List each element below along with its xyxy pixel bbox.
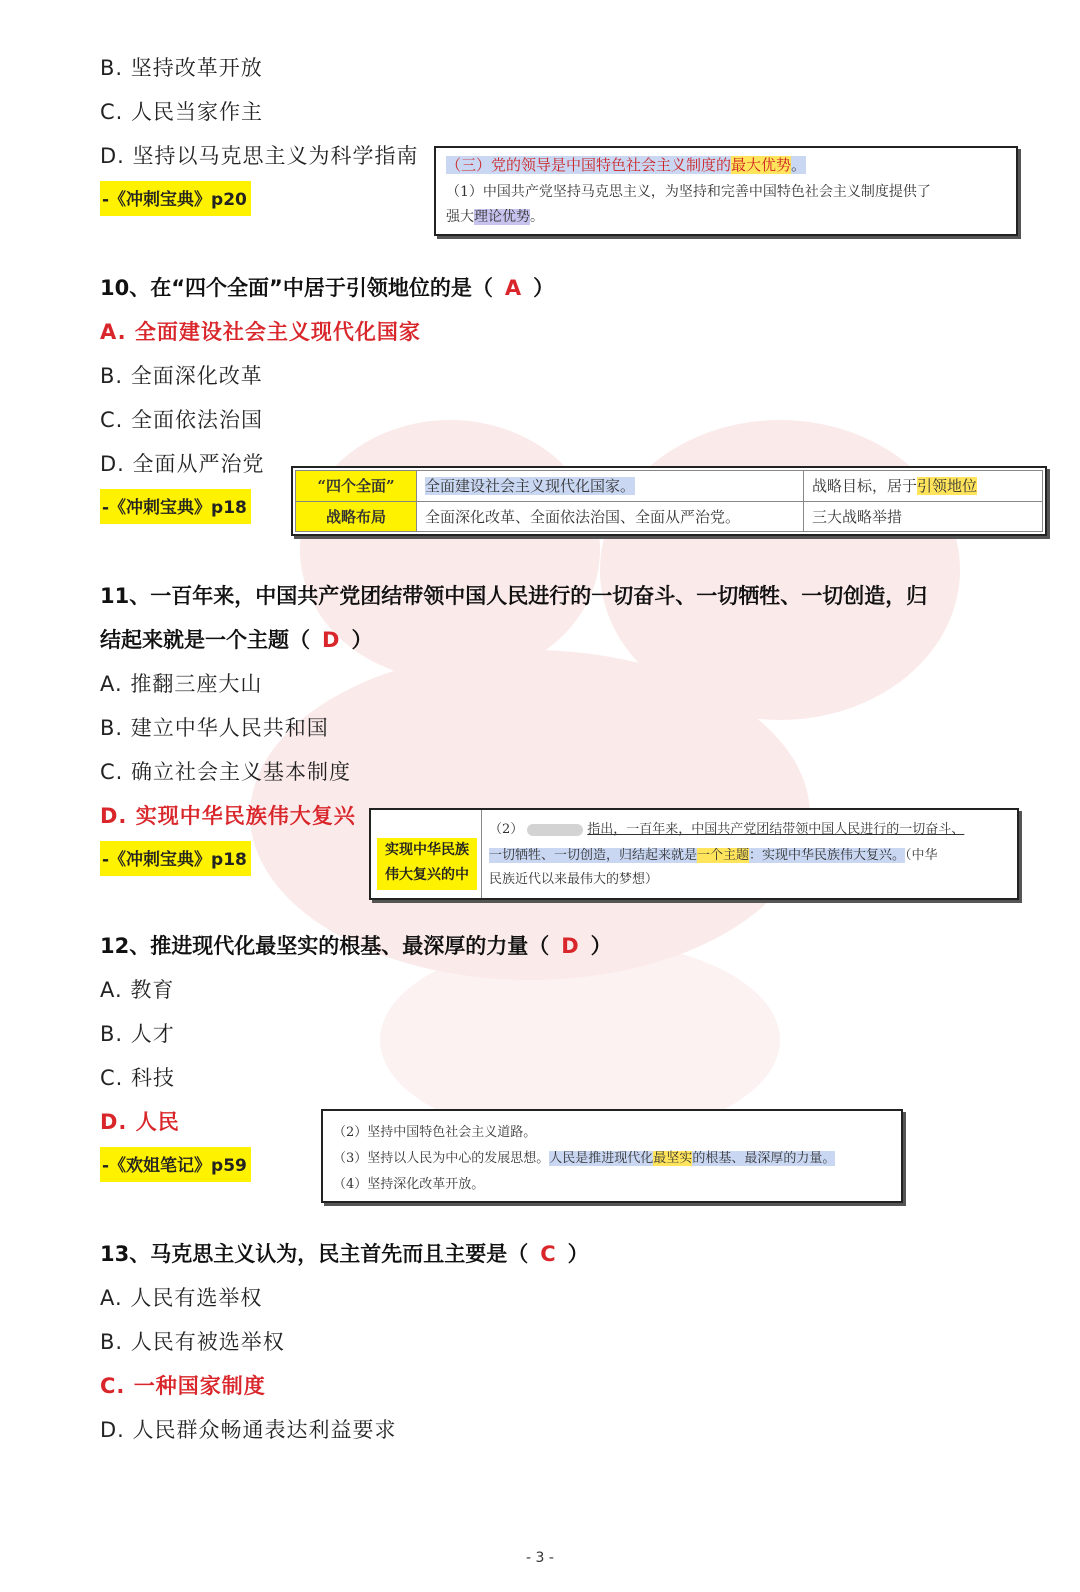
table-cell: 战略目标，居于引领地位 [804, 471, 1043, 502]
page-number: - 3 - [526, 1550, 554, 1566]
q9-excerpt-line1: （1）中国共产党坚持马克思主义，为坚持和完善中国特色社会主义制度提供了 [446, 184, 931, 200]
q11-option-d: D. 实现中华民族伟大复兴 [100, 804, 356, 828]
q9-option-b: B. 坚持改革开放 [100, 56, 263, 80]
q13-option-c: C. 一种国家制度 [100, 1374, 266, 1398]
blurred-text [527, 824, 583, 836]
q12-option-b: B. 人才 [100, 1022, 175, 1046]
q12-option-c: C. 科技 [100, 1066, 176, 1090]
q12-excerpt-box [321, 1109, 903, 1203]
q12-excerpt-line3: （4）坚持深化改革开放。 [333, 1177, 485, 1192]
table-header-cell: “四个全面” [296, 471, 417, 502]
q12-stem: 12、推进现代化最坚实的根基、最深厚的力量（ D ） [100, 934, 612, 958]
q10-option-a: A. 全面建设社会主义现代化国家 [100, 320, 421, 344]
q12-option-d: D. 人民 [100, 1110, 180, 1134]
q11-excerpt-box [369, 808, 1019, 900]
q13-option-a: A. 人民有选举权 [100, 1286, 263, 1310]
q12-reference: -《欢姐笔记》p59 [100, 1147, 251, 1182]
q12-option-a: A. 教育 [100, 978, 175, 1002]
q9-reference: -《冲刺宝典》p20 [100, 181, 251, 216]
q9-excerpt-line2: 强大理论优势。 [446, 209, 544, 225]
q11-stem-line2: 结起来就是一个主题（ D ） [100, 628, 373, 652]
q10-option-b: B. 全面深化改革 [100, 364, 263, 388]
q11-stem-line1: 11、一百年来，中国共产党团结带领中国人民进行的一切奋斗、一切牺牲、一切创造，归 [100, 584, 928, 608]
q11-excerpt-line3: 民族近代以来最伟大的梦想） [489, 872, 659, 887]
q10-reference: -《冲刺宝典》p18 [100, 489, 251, 524]
q9-option-d: D. 坚持以马克思主义为科学指南 [100, 144, 419, 168]
table-cell: 全面深化改革、全面依法治国、全面从严治党。 [417, 501, 804, 532]
q10-option-d: D. 全面从严治党 [100, 452, 265, 476]
q10-table-box [291, 466, 1047, 536]
q13-stem: 13、马克思主义认为，民主首先而且主要是（ C ） [100, 1242, 589, 1266]
q10-option-c: C. 全面依法治国 [100, 408, 264, 432]
q9-excerpt-box [434, 146, 1018, 236]
table-header-cell: 战略布局 [296, 501, 417, 532]
q11-excerpt-label: 实现中华民族 伟大复兴的中 [377, 838, 477, 890]
q11-option-a: A. 推翻三座大山 [100, 672, 263, 696]
q11-option-c: C. 确立社会主义基本制度 [100, 760, 352, 784]
q11-excerpt-line2: 一切牺牲、一切创造，归结起来就是一个主题：实现中华民族伟大复兴。（中华 [489, 848, 938, 863]
q9-option-c: C. 人民当家作主 [100, 100, 264, 124]
q9-excerpt-title: （三）党的领导是中国特色社会主义制度的最大优势。 [446, 156, 807, 174]
q10-stem: 10、在“四个全面”中居于引领地位的是（ A ） [100, 276, 555, 300]
q11-excerpt-line1: （2） 指出，一百年来，中国共产党团结带领中国人民进行的一切奋斗、 [489, 822, 965, 837]
q12-excerpt-line1: （2）坚持中国特色社会主义道路。 [333, 1125, 537, 1140]
q13-option-d: D. 人民群众畅通表达利益要求 [100, 1418, 397, 1442]
table-cell: 全面建设社会主义现代化国家。 [417, 471, 804, 502]
q12-excerpt-line2: （3）坚持以人民为中心的发展思想。人民是推进现代化最坚实的根基、最深厚的力量。 [333, 1151, 836, 1166]
q11-option-b: B. 建立中华人民共和国 [100, 716, 329, 740]
table-cell: 三大战略举措 [804, 501, 1043, 532]
four-comprehensives-table [295, 470, 1043, 532]
q13-option-b: B. 人民有被选举权 [100, 1330, 285, 1354]
q11-reference: -《冲刺宝典》p18 [100, 841, 251, 876]
